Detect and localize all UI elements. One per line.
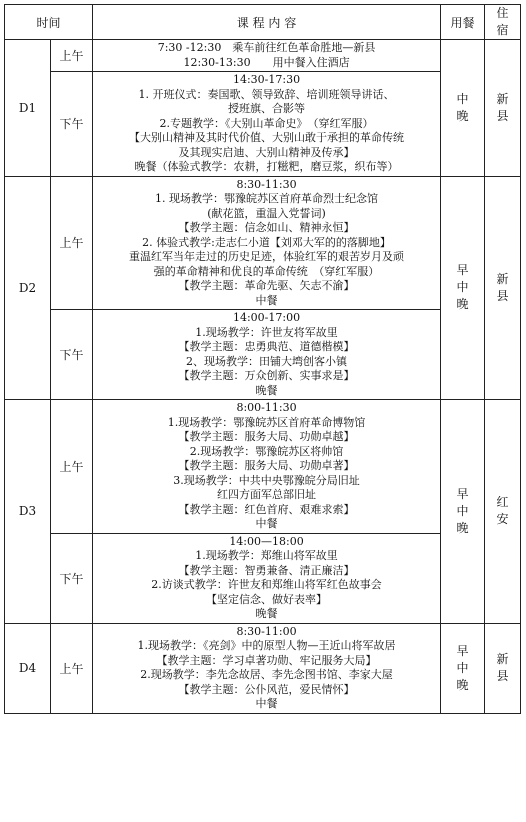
session-content	[93, 533, 441, 623]
day-label: D2	[5, 176, 51, 400]
header-content: 课 程 内 容	[93, 5, 441, 40]
meals-cell	[441, 400, 485, 624]
content-line: 及其现实启迪、大别山精神及传承】	[178, 145, 355, 159]
session-content	[93, 176, 441, 310]
schedule-row	[5, 623, 521, 713]
meal-char: 晚	[456, 297, 469, 312]
content-line: 【教学主题：公仆风范，爱民情怀】	[178, 682, 355, 696]
meal-char: 早	[456, 486, 469, 501]
session-content	[93, 40, 441, 72]
lodging-char: 新	[496, 91, 509, 106]
period-label: 上午	[51, 400, 93, 534]
content-line: 2.现场教学：鄂豫皖苏区将帅馆	[189, 444, 344, 458]
meal-char: 中	[456, 280, 469, 295]
session-content	[93, 400, 441, 534]
schedule-row	[5, 176, 521, 310]
period-label: 上午	[51, 176, 93, 310]
content-line: 8:00-11:30	[236, 401, 297, 414]
content-line: 授班旗、合影等	[228, 102, 306, 115]
meal-char: 中	[456, 503, 469, 518]
content-line: 1.现场教学：鄂豫皖苏区首府革命博物馆	[167, 415, 366, 429]
lodging-char: 新	[496, 652, 509, 666]
content-line: 晚餐	[255, 383, 278, 397]
content-line: 1. 开班仪式：奏国歌、领导致辞、培训班领导讲话、	[138, 87, 395, 101]
content-line: 1.现场教学：许世友将军故里	[195, 325, 338, 339]
content-line: 【教学主题：万众创新、实事求是】	[178, 369, 355, 382]
content-line: 1.现场教学：《亮剑》中的原型人物—王近山将军故居	[137, 639, 396, 652]
content-line: 晚餐	[255, 607, 278, 620]
content-line: 3.现场教学：中共中央鄂豫皖分局旧址	[173, 473, 360, 487]
header-meals: 用餐	[441, 5, 485, 40]
content-line: 【教学主题：革命先驱、矢志不渝】	[178, 279, 355, 292]
header-row	[5, 5, 521, 40]
content-line: 【教学主题：信念如山、精神永恒】	[178, 221, 355, 234]
meal-char: 中	[456, 660, 469, 675]
lodging-char: 县	[496, 288, 509, 303]
content-line: 14:00-17:00	[232, 311, 301, 324]
meals-cell	[441, 40, 485, 177]
lodging-cell	[485, 400, 521, 624]
content-line: 7:30 -12:30 乘车前往红色革命胜地—新县	[157, 41, 376, 54]
lodging-char: 安	[496, 512, 509, 527]
schedule-row	[5, 400, 521, 534]
meal-char: 晚	[456, 108, 469, 123]
content-line: 【教学主题：服务大局、功勋卓越】	[178, 430, 355, 443]
content-line: 中餐	[255, 697, 278, 710]
meals-cell	[441, 623, 485, 713]
content-line: 8:30-11:00	[236, 624, 297, 638]
period-label: 下午	[51, 310, 93, 400]
lodging-char: 县	[496, 669, 509, 683]
content-line: 【坚定信念、做好表率】	[206, 592, 328, 606]
lodging-char: 新	[496, 271, 509, 286]
meals-cell	[441, 176, 485, 400]
schedule-table	[4, 4, 521, 714]
lodging-cell	[485, 623, 521, 713]
content-line: 红四方面军总部旧址	[217, 488, 317, 501]
content-line: 【大别山精神及其时代价值、大别山敢于承担的革命传统	[129, 131, 405, 144]
period-label: 上午	[51, 623, 93, 713]
session-content	[93, 72, 441, 177]
session-content	[93, 623, 441, 713]
content-line: 8:30-11:30	[236, 177, 297, 191]
content-line: 强的革命精神和优良的革命传统 （穿红军服）	[153, 264, 380, 278]
content-line: 1.现场教学：郑维山将军故里	[195, 549, 338, 562]
meal-char: 中	[456, 91, 469, 106]
content-line: 2、现场教学：田铺大塆创客小镇	[186, 354, 348, 368]
content-line: 2. 体验式教学:走志仁小道【刘邓大军的的落脚地】	[142, 235, 391, 249]
content-line: 14:00—18:00	[229, 534, 304, 548]
content-line: 【教学主题：智勇兼备、清正廉洁】	[178, 563, 355, 577]
content-line: 2.专题教学：《大别山革命史》 （穿红军服）	[159, 116, 374, 130]
lodging-char: 红	[496, 495, 509, 510]
meal-char: 早	[456, 643, 469, 658]
meal-char: 晚	[456, 677, 469, 692]
content-line: 2.访谈式教学：许世友和郑维山将军红色故事会	[151, 578, 382, 591]
content-line: 【教学主题：红色首府、艰难求索】	[178, 502, 355, 516]
day-label: D4	[5, 623, 51, 713]
header-time: 时间	[5, 5, 93, 40]
content-line: 2.现场教学：李先念故居、李先念图书馆、李家大屋	[140, 668, 393, 681]
meal-char: 早	[456, 263, 469, 278]
content-line: 中餐	[255, 517, 278, 530]
day-label: D1	[5, 40, 51, 177]
content-line: 重温红军当年走过的历史足迹，体验红军的艰苦岁月及顽	[129, 250, 405, 263]
day-label: D3	[5, 400, 51, 624]
lodging-cell	[485, 176, 521, 400]
meal-char: 晚	[456, 520, 469, 535]
period-label: 上午	[51, 40, 93, 72]
schedule-row	[5, 40, 521, 72]
content-line: 中餐	[255, 293, 278, 307]
session-content	[93, 310, 441, 400]
period-label: 下午	[51, 533, 93, 623]
schedule-body	[5, 40, 521, 714]
content-line: 14:30-17:30	[232, 73, 301, 86]
period-label: 下午	[51, 72, 93, 177]
content-line: 晚餐（体验式教学：农耕，打糍粑，磨豆浆，织布等）	[134, 160, 399, 173]
content-line: 12:30-13:30 用中餐入住酒店	[183, 55, 350, 69]
lodging-cell	[485, 40, 521, 177]
content-line: 【教学主题：学习卓著功勋、牢记服务大局】	[156, 653, 377, 667]
content-line: 【教学主题：忠勇典范、道德楷模】	[178, 340, 355, 353]
lodging-char: 县	[496, 108, 509, 123]
content-line: 【教学主题：服务大局、功勋卓著】	[178, 459, 355, 472]
content-line: 1. 现场教学：鄂豫皖苏区首府革命烈士纪念馆	[155, 192, 379, 205]
content-line: (献花篮，重温入党誓词)	[207, 206, 326, 220]
header-lodging: 住 宿	[485, 5, 521, 40]
